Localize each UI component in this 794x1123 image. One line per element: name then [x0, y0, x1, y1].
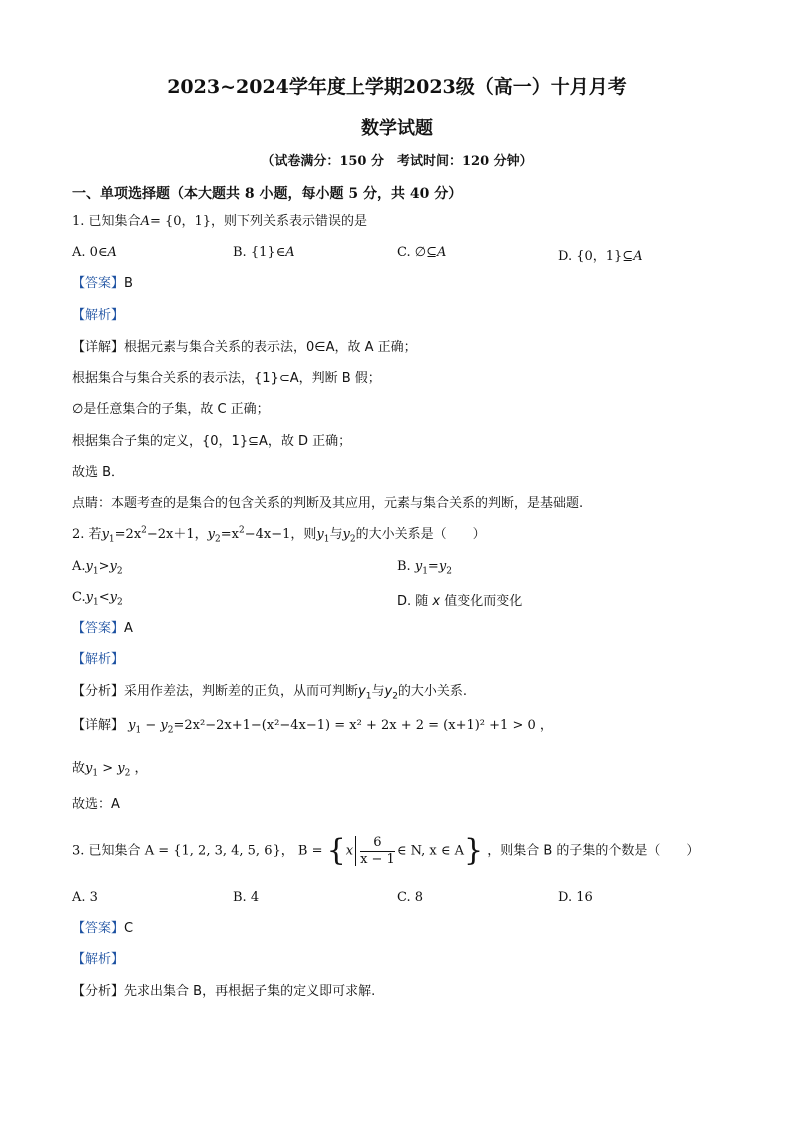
q1-option-b: B. {1}∈A — [233, 245, 295, 260]
q1-note: 点睛：本题考查的是集合的包含关系的判断及其应用，元素与集合关系的判断，是基础题. — [72, 496, 584, 511]
q3-answer: 【答案】C — [72, 921, 134, 936]
q1-detail-1: 【详解】根据元素与集合关系的表示法，0∈A，故 A 正确； — [72, 340, 417, 355]
section-heading: 一、单项选择题（本大题共 8 小题，每小题 5 分，共 40 分） — [72, 186, 463, 202]
exam-subject: 数学试题 — [361, 118, 433, 139]
q2-fenxi: 【分析】采用作差法，判断差的正负，从而可判断$y_1$与$y_2$的大小关系. — [72, 684, 468, 702]
q2-detail: 【详解】 $y_1 - y_2=2x^2-2x+1-(x^2-4x-1) = x^2 + 2x + 2 = (x+1)^2 +1 > 0$ ， — [72, 718, 553, 736]
q2-stem: 2. 若$y_1=2x^2-2x+1$，$y_2=x^2-4x-1$，则$y_1$与$y_2$的大小关系是（ ） — [72, 525, 486, 545]
q2-option-c: $C.y_1<y_2$ — [72, 590, 123, 608]
q1-option-d: D. {0，1}⊆A — [558, 249, 643, 264]
q2-answer: 【答案】A — [72, 621, 133, 636]
q3-fenxi: 【分析】先求出集合 B，再根据子集的定义即可求解. — [72, 984, 376, 999]
q2-conclusion: 故$y_1 > y_2$ ， — [72, 761, 148, 779]
q3-stem: 3. 已知集合 A = {1, 2, 3, 4, 5, 6}， B = {x $\frac{6}{x - 1}$ ∈ N, x ∈ A} ，则集合 B 的子集的个数是（ ） — [72, 833, 700, 868]
q1-analysis-tag: 【解析】 — [72, 308, 125, 323]
q1-option-a: A. 0∈A — [72, 245, 117, 260]
q1-detail-5: 故选 B． — [72, 465, 125, 480]
q3-option-a: A. 3 — [72, 890, 98, 905]
exam-info: （试卷满分：150 分 考试时间：120 分钟） — [261, 154, 533, 169]
q2-choose: 故选：A — [72, 797, 120, 812]
q1-detail-3: ∅是任意集合的子集，故 C 正确； — [72, 402, 270, 417]
q1-answer: 【答案】B — [72, 276, 133, 291]
q1-detail-2: 根据集合与集合关系的表示法，{1}⊂A，判断 B 假； — [72, 371, 381, 386]
exam-title: 2023~2024学年度上学期2023级（高一）十月月考 — [167, 76, 627, 98]
q1-option-c: C. ∅⊆A — [397, 245, 447, 260]
q2-option-b: B. $y_1=y_2$ — [397, 559, 452, 577]
q2-analysis-tag: 【解析】 — [72, 652, 125, 667]
q3-option-c: C. 8 — [397, 890, 424, 905]
q3-analysis-tag: 【解析】 — [72, 952, 125, 967]
q3-option-b: B. 4 — [233, 890, 260, 905]
q2-option-d: D. 随 x 值变化而变化 — [397, 594, 523, 609]
q1-detail-4: 根据集合子集的定义，{0，1}⊆A，故 D 正确； — [72, 434, 352, 449]
q2-option-a: $A.y_1>y_2$ — [72, 559, 123, 577]
q1-stem: 1. 已知集合A= {0，1}，则下列关系表示错误的是 — [72, 214, 368, 229]
q3-option-d: D. 16 — [558, 890, 593, 905]
